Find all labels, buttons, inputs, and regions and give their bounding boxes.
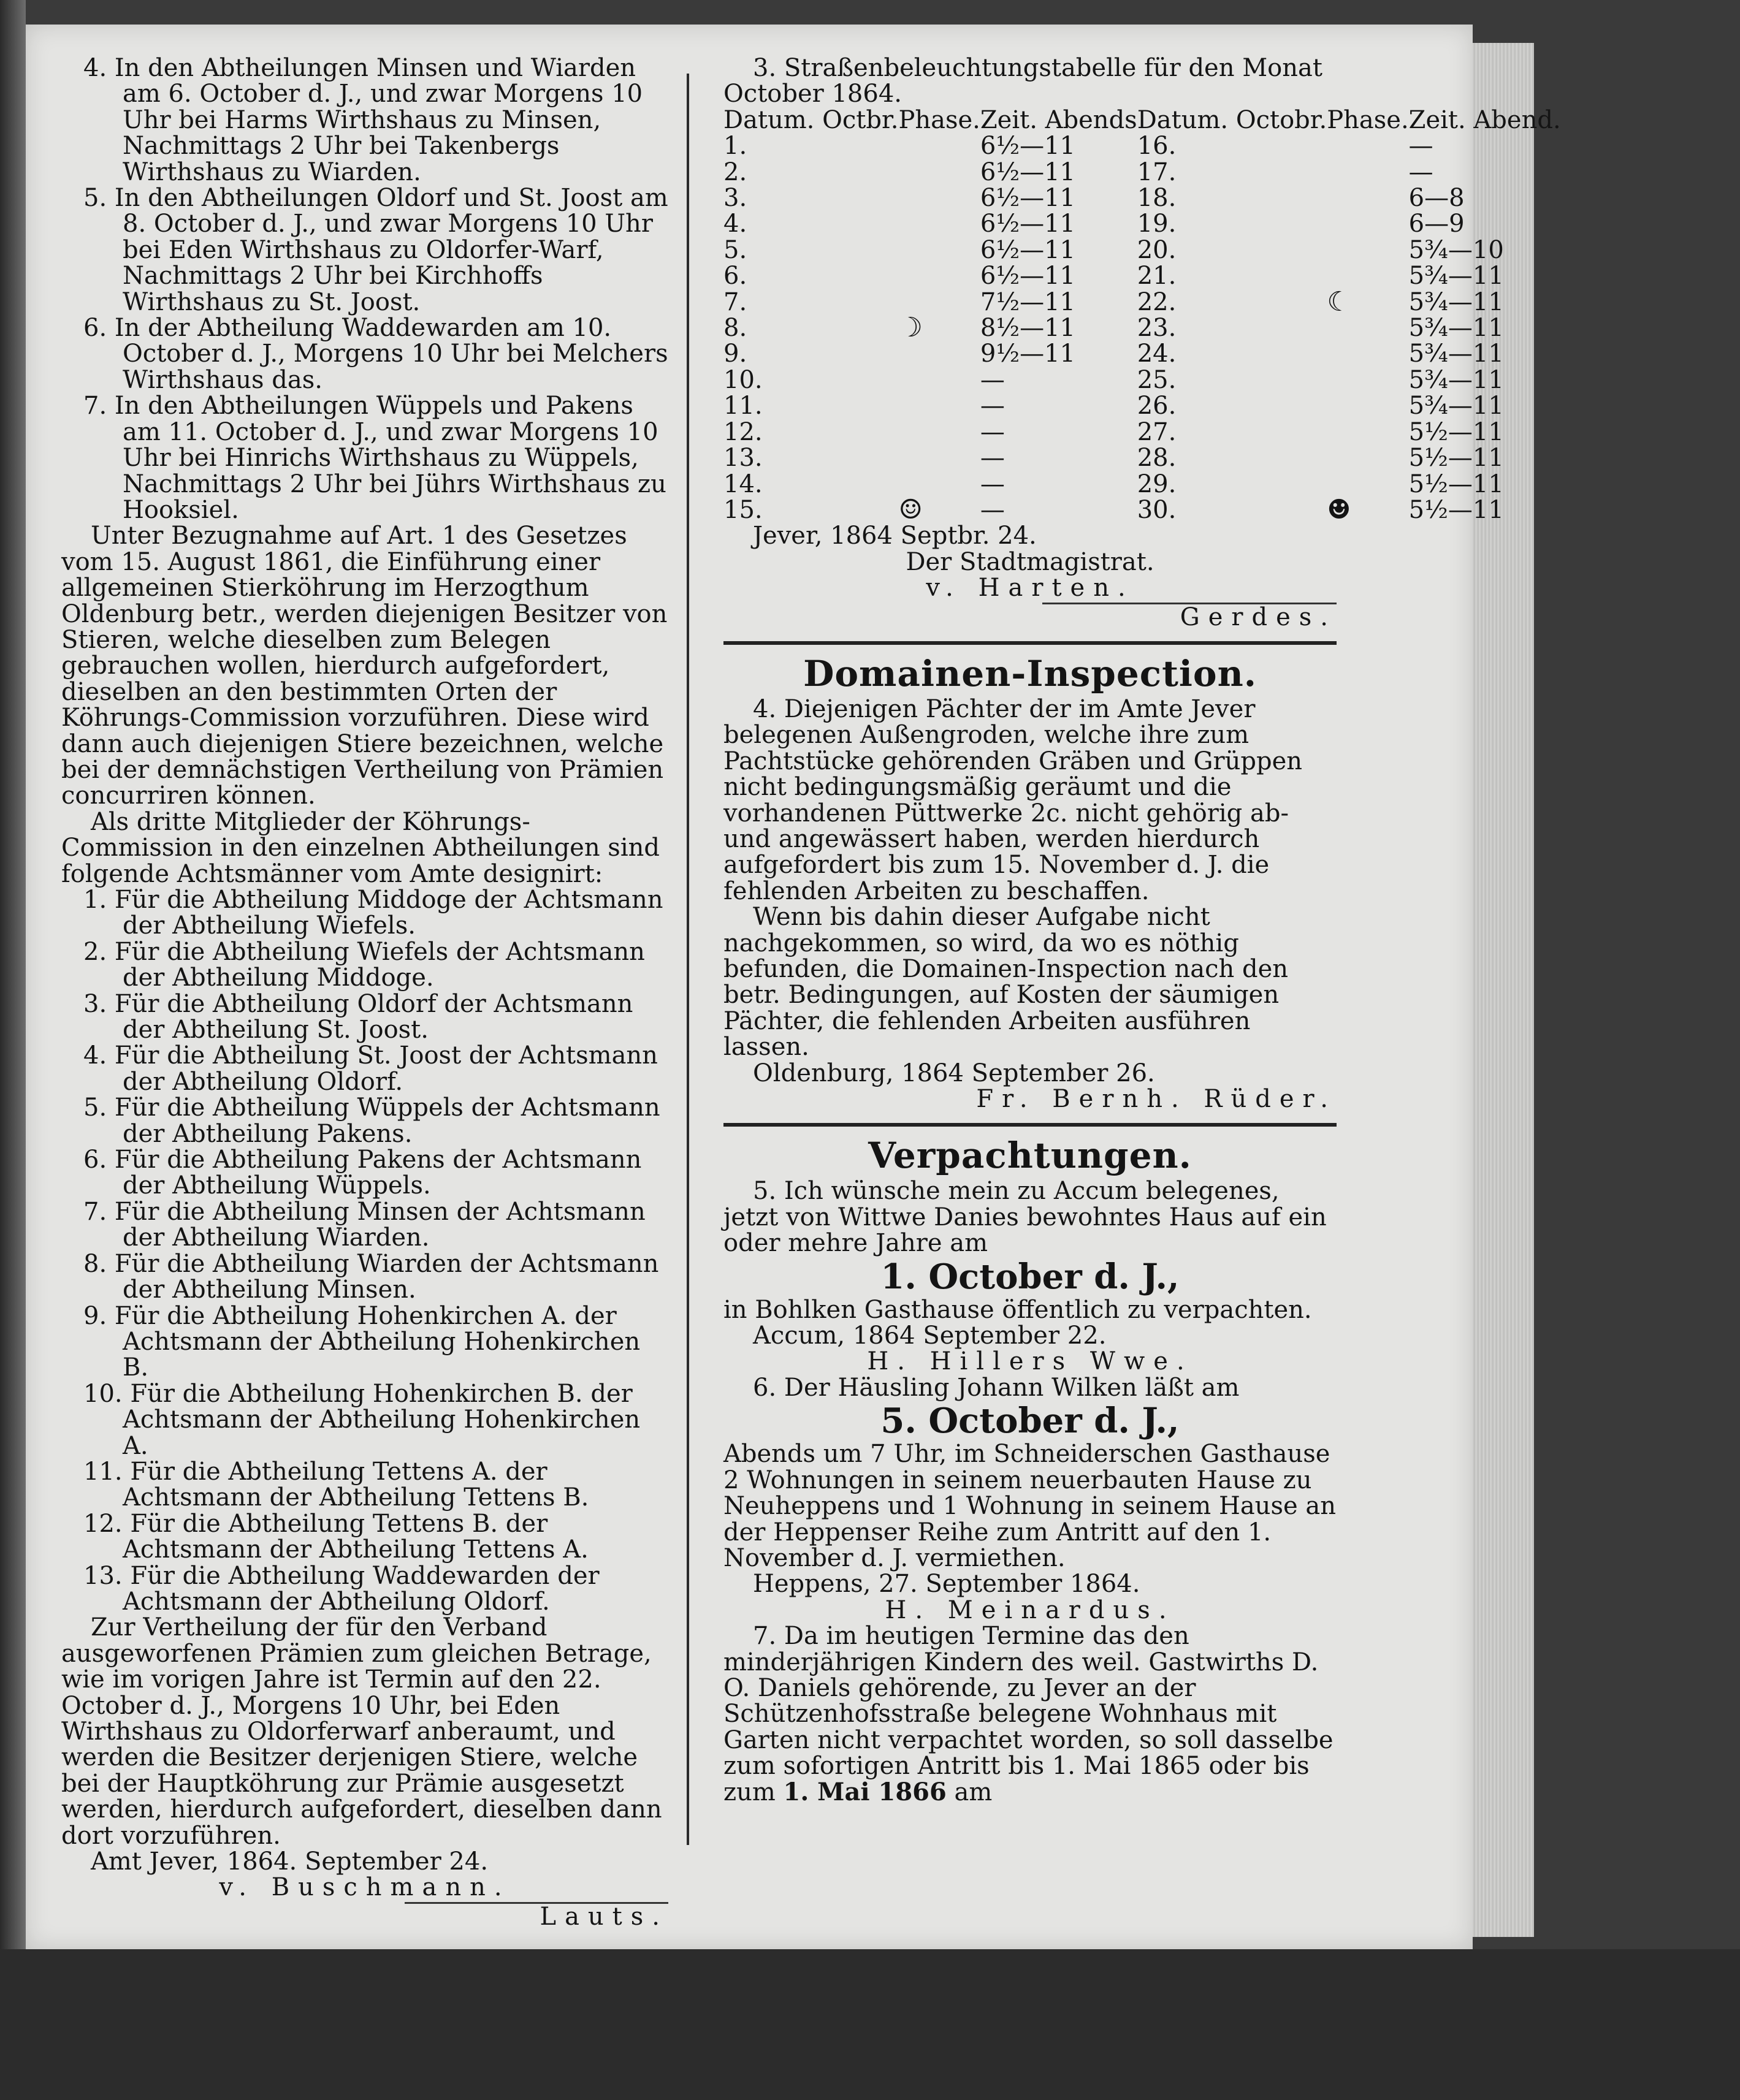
table-cell: 5½—11 — [1408, 417, 1504, 446]
list-item: 6. In der Abtheilung Waddewarden am 10. October d. J., Morgens 10 Uhr bei Melchers Wirthshaus das. — [83, 314, 668, 394]
table-cell: 7. — [723, 287, 747, 316]
table-cell: 17. — [1137, 158, 1177, 186]
table-cell: 5¾—11 — [1408, 287, 1504, 316]
paragraph-bezugnahme: Unter Bezugnahme auf Art. 1 des Gesetzes vom 15. August 1861, die Einführung einer allgemeinen Stierköhrung im Herzogthum Oldenburg betr., werden diejenigen Besitzer von Stieren, welche dieselben zum Belegen gebrauchen wollen, hierdurch aufgefordert, dieselben an den bestimmten Orten der Köhrungs-Commission vorzuführen. Diese wird dann auch diejenigen Stiere bezeichnen, welche bei der demnächstigen Vertheilung von Prämien concurriren können. — [61, 522, 668, 810]
domain-signature: Fr. Bernh. Rüder. — [976, 1085, 1337, 1114]
table-cell: 6½—11 — [980, 132, 1075, 161]
list-item: 7. In den Abtheilungen Wüppels und Pakens am 11. October d. J., und zwar Morgens 10 Uhr bei Hinrichs Wirthshaus zu Wüppels, Nachmittags 2 Uhr bei Jührs Wirthshaus zu Hooksiel. — [83, 392, 666, 524]
table-cell: 3. — [723, 184, 747, 213]
table-row — [723, 367, 1561, 393]
table-row — [723, 159, 1561, 185]
table-cell: 5¾—11 — [1408, 262, 1504, 291]
domain-text: 4. Diejenigen Pächter der im Amte Jever belegenen Außengroden, welche ihre zum Pachtstücke gehörenden Gräben und Grüppen nicht bedingungsmäßig geräumt und die vorhandenen Püttwerke 2c. nicht gehörig ab- und angewässert haben, werden hierdurch aufgefordert bis zum 15. November d. J. die fehlenden Arbeiten zu beschaffen. — [723, 694, 1303, 905]
verp5-date-big: 1. October d. J., — [880, 1256, 1180, 1297]
subsignature: Lauts. — [540, 1902, 668, 1931]
table-cell: 30. — [1137, 495, 1177, 524]
table-cell: 6—8 — [1408, 184, 1465, 213]
table-date: Jever, 1864 Septbr. 24. — [753, 522, 1037, 550]
list-item: 13. Für die Abtheilung Waddewarden der Achtsmann der Abtheilung Oldorf. — [83, 1561, 600, 1616]
table-cell: — — [980, 417, 1005, 446]
table-cell: 5¾—11 — [1408, 365, 1504, 394]
header-cell: Phase. — [898, 105, 980, 134]
verp5-text: 5. Ich wünsche mein zu Accum belegenes, jetzt von Wittwe Danies bewohntes Haus auf ein oder mehre Jahre am — [723, 1177, 1327, 1258]
verp5-date: Accum, 1864 September 22. — [753, 1322, 1107, 1350]
table-cell: 21. — [1137, 262, 1177, 291]
table-cell: 28. — [1137, 444, 1177, 473]
signature: v. Buschmann. — [219, 1873, 511, 1902]
table-cell: 19. — [1137, 210, 1177, 238]
table-authority: Der Stadtmagistrat. — [906, 547, 1154, 576]
table-subsignature: Gerdes. — [1180, 603, 1337, 631]
domain-text-2: Wenn bis dahin dieser Aufgabe nicht nachgekommen, so wird, da wo es nöthig befunden, die Domainen-Inspection nach den betr. Bedingungen, auf Kosten der säumigen Pächter, die fehlenden Arbeiten ausführen lassen. — [723, 903, 1289, 1062]
list-item: 3. Für die Abtheilung Oldorf der Achtsmann der Abtheilung St. Joost. — [83, 989, 633, 1044]
list-item: 1. Für die Abtheilung Middoge der Achtsmann der Abtheilung Wiefels. — [83, 886, 663, 940]
table-cell: 14. — [723, 470, 763, 498]
table-cell: 10. — [723, 365, 763, 394]
right-column — [723, 54, 1561, 1806]
list-item: 7. Für die Abtheilung Minsen der Achtsmann der Abtheilung Wiarden. — [83, 1197, 646, 1252]
table-cell: — — [980, 365, 1005, 394]
column-divider — [687, 74, 689, 1845]
table-cell: 6. — [723, 262, 747, 291]
heading-domainen: Domainen-Inspection. — [803, 652, 1257, 694]
table-cell: 18. — [1137, 184, 1177, 213]
table-row — [723, 185, 1561, 211]
table-cell: 8½—11 — [980, 314, 1075, 343]
list-item: 5. Für die Abtheilung Wüppels der Achtsmann der Abtheilung Pakens. — [83, 1094, 660, 1148]
table-row — [723, 237, 1561, 263]
heading-verpachtungen: Verpachtungen. — [868, 1135, 1192, 1177]
domain-date: Oldenburg, 1864 September 26. — [753, 1059, 1155, 1087]
table-cell: 22. — [1137, 287, 1177, 316]
table-header-row — [723, 107, 1561, 133]
table-cell: 24. — [1137, 340, 1177, 368]
table-cell: 27. — [1137, 417, 1177, 446]
header-cell: Zeit. Abends — [980, 105, 1137, 134]
paragraph-vertheilung: Zur Vertheilung der für den Verband ausgeworfenen Prämien zum gleichen Betrage, wie im vorigen Jahre ist Termin auf den 22. October d. J., Morgens 10 Uhr, bei Eden Wirthshaus zu Oldorferwarf anberaumt, und werden die Besitzer derjenigen Stiere, welche bei der Hauptköhrung zur Prämie ausgesetzt werden, hierdurch aufgefordert, dieselben dann dort vorzuführen. — [61, 1613, 662, 1850]
table-cell: — — [980, 470, 1005, 498]
table-cell: 5¾—10 — [1408, 235, 1504, 264]
list-item: 4. Für die Abtheilung St. Joost der Achtsmann der Abtheilung Oldorf. — [83, 1041, 658, 1096]
table-row — [723, 289, 1561, 315]
table-row — [723, 341, 1561, 367]
list-item: 6. Für die Abtheilung Pakens der Achtsmann der Abtheilung Wüppels. — [83, 1146, 642, 1200]
list-item: 8. Für die Abtheilung Wiarden der Achtsmann der Abtheilung Minsen. — [83, 1249, 659, 1304]
table-row — [723, 211, 1561, 237]
table-cell: 5½—11 — [1408, 470, 1504, 498]
table-row — [723, 497, 1561, 523]
verp7-tail: am — [954, 1778, 993, 1806]
table-cell: 15. — [723, 495, 763, 524]
table-cell: — — [980, 444, 1005, 473]
table-cell: 6½—11 — [980, 184, 1075, 213]
table-cell: 16. — [1137, 132, 1177, 161]
table-cell: — — [980, 392, 1005, 420]
table-cell: 6½—11 — [980, 235, 1075, 264]
table-row — [723, 445, 1561, 471]
table-cell: 1. — [723, 132, 747, 161]
table-cell: 2. — [723, 158, 747, 186]
moon-phase-icon: ☻ — [1327, 493, 1351, 525]
section-rule — [723, 641, 1337, 645]
table-cell: 20. — [1137, 235, 1177, 264]
left-page-edge — [0, 0, 26, 2100]
verp6-signature: H. Meinardus. — [885, 1596, 1175, 1624]
verp6-text: 6. Der Häusling Johann Wilken läßt am — [753, 1373, 1240, 1402]
table-cell: — — [1408, 158, 1433, 186]
paragraph-mitglieder: Als dritte Mitglieder der Köhrungs-Commission in den einzelnen Abtheilungen sind folgende Achtsmänner vom Amte designirt: — [61, 807, 660, 888]
table-cell: 5¾—11 — [1408, 340, 1504, 368]
table-row — [723, 471, 1561, 497]
list-item: 2. Für die Abtheilung Wiefels der Achtsmann der Abtheilung Middoge. — [83, 937, 645, 992]
verp5-text-2: in Bohlken Gasthause öffentlich zu verpachten. — [723, 1295, 1312, 1324]
header-cell: Zeit. Abend. — [1408, 105, 1561, 134]
table-cell: 6—9 — [1408, 210, 1465, 238]
left-column — [61, 55, 668, 1930]
verp6-date: Heppens, 27. September 1864. — [753, 1570, 1140, 1599]
table-cell: 9½—11 — [980, 340, 1075, 368]
header-cell: Datum. Octobr. — [1137, 105, 1327, 134]
table-cell: 12. — [723, 417, 763, 446]
list-item: 9. Für die Abtheilung Hohenkirchen A. der Achtsmann der Abtheilung Hohenkirchen B. — [83, 1301, 641, 1382]
table-title: 3. Straßenbeleuchtungstabelle für den Monat October 1864. — [723, 54, 1322, 108]
table-cell: — — [980, 495, 1005, 524]
table-cell: 26. — [1137, 392, 1177, 420]
table-cell: 9. — [723, 340, 747, 368]
table-row — [723, 419, 1561, 445]
date-line: Amt Jever, 1864. September 24. — [91, 1847, 489, 1876]
moon-phase-icon: ☽ — [898, 312, 923, 344]
verp6-text-2: Abends um 7 Uhr, im Schneiderschen Gasthause 2 Wohnungen in seinem neuerbauten Hause zu Neuheppens und 1 Wohnung in seinem Hause an der Heppenser Reihe zum Antritt auf den 1. November d. J. vermiethen. — [723, 1440, 1336, 1572]
background-bottom — [0, 1949, 1740, 2100]
table-cell: 11. — [723, 392, 763, 420]
moon-phase-icon: ☾ — [1327, 286, 1351, 318]
table-cell: 5¾—11 — [1408, 392, 1504, 420]
list-item: 10. Für die Abtheilung Hohenkirchen B. der Achtsmann der Abtheilung Hohenkirchen A. — [83, 1379, 641, 1460]
table-cell: 6½—11 — [980, 262, 1075, 291]
table-row — [723, 393, 1561, 419]
table-cell: 7½—11 — [980, 287, 1075, 316]
header-cell: Datum. Octbr. — [723, 105, 899, 134]
table-signature: v. Harten. — [926, 574, 1134, 603]
moon-phase-icon: ☺ — [898, 493, 923, 525]
table-cell: — — [1408, 132, 1433, 161]
section-rule — [723, 1123, 1337, 1127]
list-item: 4. In den Abtheilungen Minsen und Wiarden am 6. October d. J., und zwar Morgens 10 Uhr bei Harms Wirthshaus zu Minsen, Nachmittags 2 Uhr bei Takenbergs Wirthshaus zu Wiarden. — [83, 54, 643, 186]
table-cell: 5½—11 — [1408, 495, 1504, 524]
table-cell: 4. — [723, 210, 747, 238]
table-cell: 23. — [1137, 314, 1177, 343]
verp7-text — [723, 1623, 1337, 1805]
table-cell: 8. — [723, 314, 747, 343]
list-item: 5. In den Abtheilungen Oldorf und St. Joost am 8. October d. J., und zwar Morgens 10 Uhr bei Eden Wirthshaus zu Oldorfer-Warf, Nachmittags 2 Uhr bei Kirchhoffs Wirthshaus zu St. Joost. — [83, 184, 668, 316]
header-cell: Phase. — [1327, 105, 1409, 134]
table-row — [723, 133, 1561, 159]
verp7-body: 7. Da im heutigen Termine das den minderjährigen Kindern des weil. Gastwirths D. O. Daniels gehörende, zu Jever an der Schützenhofsstraße belegene Wohnhaus mit Garten nicht verpachtet worden, so soll dasselbe zum sofortigen Antritt bis 1. Mai 1865 oder bis zum — [723, 1622, 1334, 1806]
table-cell: 13. — [723, 444, 763, 473]
list-item: 11. Für die Abtheilung Tettens A. der Achtsmann der Abtheilung Tettens B. — [83, 1457, 589, 1512]
table-cell: 5½—11 — [1408, 444, 1504, 473]
list-item: 12. Für die Abtheilung Tettens B. der Achtsmann der Abtheilung Tettens A. — [83, 1509, 589, 1564]
table-cell: 29. — [1137, 470, 1177, 498]
verp7-bold-date: 1. Mai 1866 — [783, 1777, 947, 1806]
table-cell: 6½—11 — [980, 158, 1075, 186]
table-cell: 5¾—11 — [1408, 314, 1504, 343]
table-row — [723, 263, 1561, 289]
verp6-date-big: 5. October d. J., — [880, 1401, 1180, 1442]
table-cell: 6½—11 — [980, 210, 1075, 238]
table-cell: 5. — [723, 235, 747, 264]
table-cell: 25. — [1137, 365, 1177, 394]
table-row — [723, 315, 1561, 341]
verp5-signature: H. Hillers Wwe. — [867, 1347, 1193, 1376]
table-body — [723, 133, 1561, 523]
lighting-table — [723, 107, 1561, 523]
